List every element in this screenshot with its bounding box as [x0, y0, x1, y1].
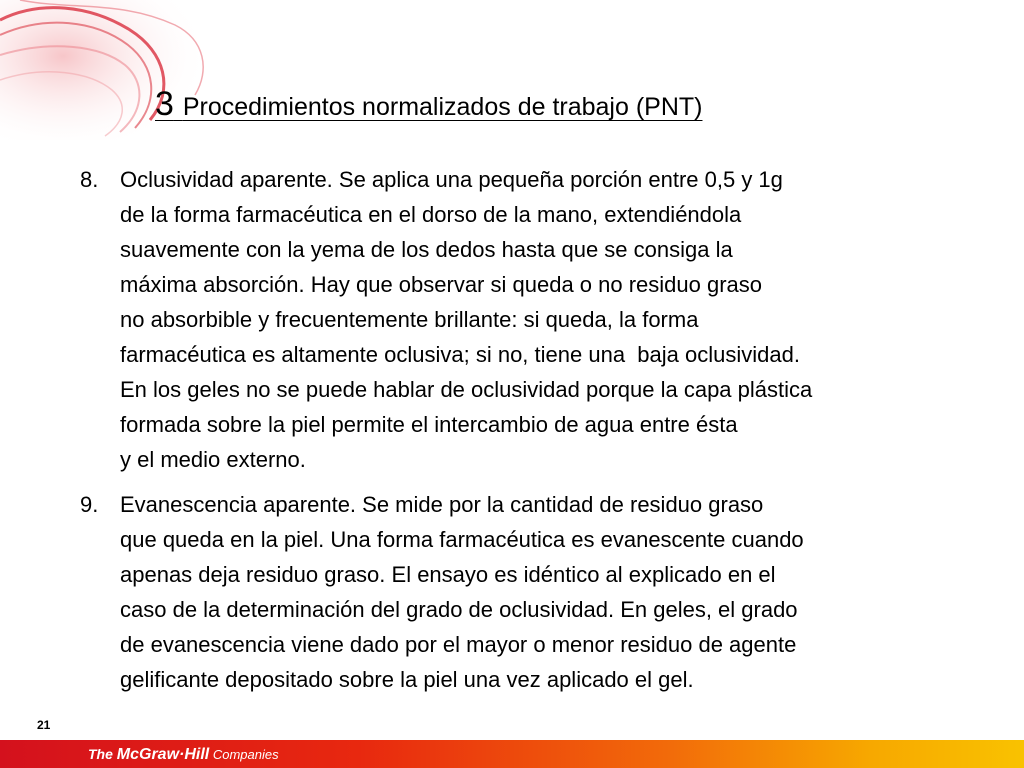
- publisher-logo: [88, 744, 279, 765]
- text-line: farmacéutica es altamente oclusiva; si no, tiene una baja oclusividad.: [120, 342, 800, 367]
- text-line: de la forma farmacéutica en el dorso de la mano, extendiéndola: [120, 202, 742, 227]
- text-line: de evanescencia viene dado por el mayor o menor residuo de agente: [120, 632, 797, 657]
- text-line: apenas deja residuo graso. El ensayo es idéntico al explicado en el: [120, 562, 776, 587]
- text-line: que queda en la piel. Una forma farmacéutica es evanescente cuando: [120, 527, 804, 552]
- list-item: [80, 487, 980, 697]
- footer-bar: [0, 740, 1024, 768]
- page-number: 21: [37, 718, 51, 732]
- text-line: gelificante depositado sobre la piel una vez aplicado el gel.: [120, 667, 694, 692]
- text-line: y el medio externo.: [120, 447, 306, 472]
- list-item: [80, 162, 980, 477]
- item-number: 8.: [80, 167, 99, 192]
- logo-companies: Companies: [209, 747, 279, 762]
- logo-brand: McGraw·Hill: [116, 746, 210, 763]
- text-line: suavemente con la yema de los dedos hasta que se consiga la: [120, 237, 733, 262]
- text-line: formada sobre la piel permite el intercambio de agua entre ésta: [120, 412, 738, 437]
- title-text: Procedimientos normalizados de trabajo (PNT): [182, 93, 703, 121]
- text-line: Oclusividad aparente. Se aplica una pequeña porción entre 0,5 y 1g: [120, 167, 783, 192]
- text-line: caso de la determinación del grado de oclusividad. En geles, el grado: [120, 597, 798, 622]
- text-line: En los geles no se puede hablar de oclusividad porque la capa plástica: [120, 377, 813, 402]
- slide-title: [155, 84, 702, 127]
- procedure-list: [80, 162, 980, 707]
- text-line: no absorbible y frecuentemente brillante: si queda, la forma: [120, 307, 699, 332]
- logo-the: The: [88, 746, 117, 762]
- text-line: Evanescencia aparente. Se mide por la cantidad de residuo graso: [120, 492, 764, 517]
- item-number: 9.: [80, 492, 99, 517]
- title-number: 3: [155, 85, 174, 123]
- text-line: máxima absorción. Hay que observar si queda o no residuo graso: [120, 272, 763, 297]
